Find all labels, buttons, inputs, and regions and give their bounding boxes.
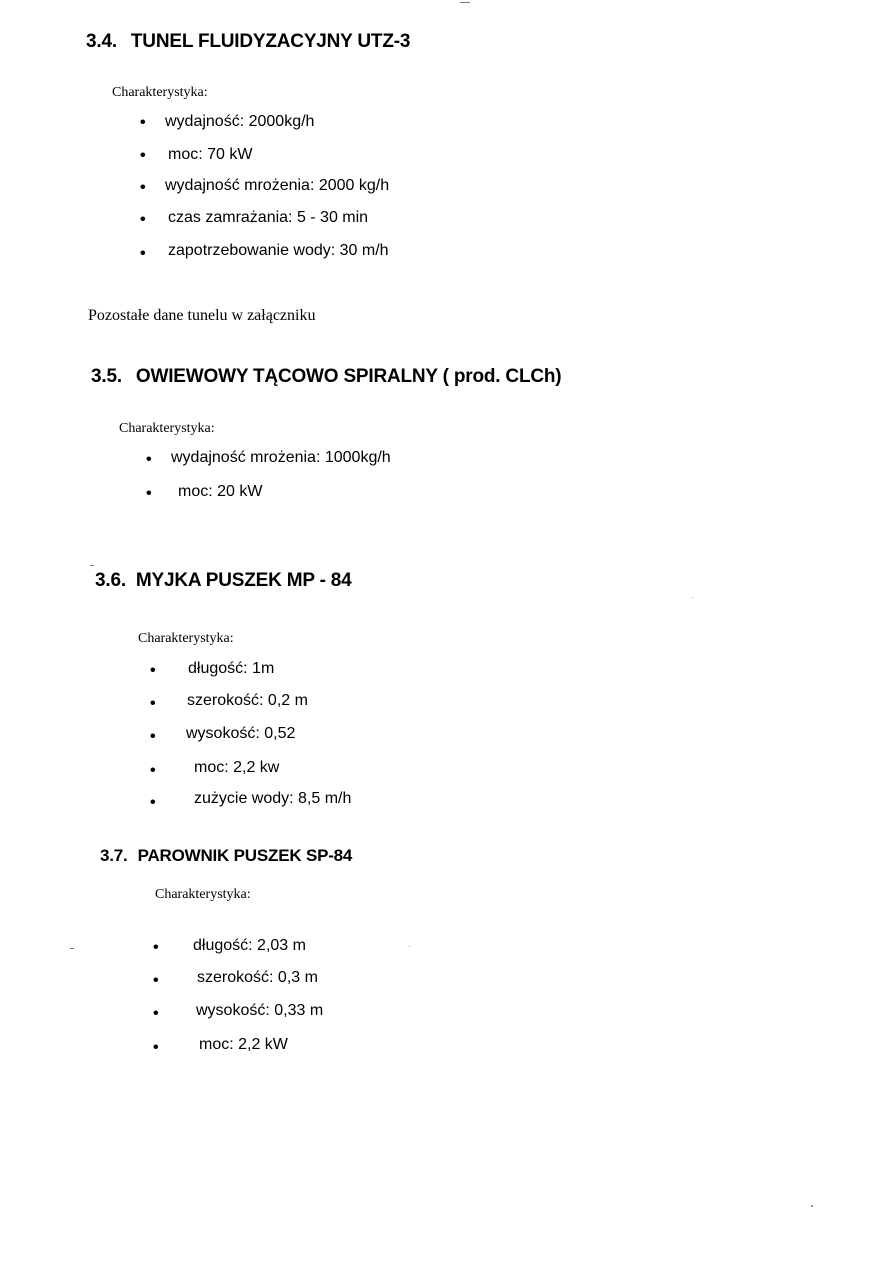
list-item: długość: 2,03 m: [193, 937, 306, 954]
scan-speck: [90, 565, 94, 566]
section-title: MYJKA PUSZEK MP - 84: [135, 570, 352, 591]
section-title: PAROWNIK PUSZEK SP-84: [137, 846, 353, 865]
section-3-7-subtitle: Charakterystyka:: [155, 887, 251, 902]
section-3-5-heading: [91, 366, 561, 388]
section-3-4-heading: [86, 31, 410, 53]
section-3-6-subtitle: Charakterystyka:: [138, 631, 234, 646]
bullet: •: [153, 972, 159, 989]
list-item: szerokość: 0,2 m: [187, 692, 308, 709]
list-item: długość: 1m: [188, 660, 275, 677]
list-item: wysokość: 0,52: [186, 725, 296, 742]
list-item: moc: 2,2 kw: [194, 759, 280, 776]
bullet: •: [140, 114, 146, 131]
scan-speck: [692, 597, 693, 598]
list-item: wydajność mrożenia: 2000 kg/h: [165, 177, 390, 194]
section-3-5-subtitle: Charakterystyka:: [119, 421, 215, 436]
bullet: •: [140, 179, 146, 196]
section-3-4-subtitle: Charakterystyka:: [112, 85, 208, 100]
bullet: •: [150, 695, 156, 712]
section-number: 3.5.: [91, 366, 122, 387]
bullet: •: [140, 245, 146, 262]
bullet: •: [150, 762, 156, 779]
list-item: wydajność mrożenia: 1000kg/h: [171, 449, 391, 466]
section-3-4-note: Pozostałe dane tunelu w załączniku: [88, 307, 316, 324]
scan-speck: [460, 2, 470, 3]
list-item: wysokość: 0,33 m: [196, 1002, 324, 1019]
section-3-7-heading: [100, 846, 352, 866]
bullet: •: [140, 211, 146, 228]
list-item: szerokość: 0,3 m: [197, 969, 318, 986]
list-item: zapotrzebowanie wody: 30 m/h: [168, 242, 389, 259]
bullet: •: [146, 485, 152, 502]
bullet: •: [150, 728, 156, 745]
bullet: •: [146, 451, 152, 468]
bullet: •: [153, 1005, 159, 1022]
bullet: •: [150, 662, 156, 679]
scan-speck: [811, 1205, 813, 1207]
bullet: •: [140, 147, 146, 164]
section-number: 3.6.: [95, 570, 126, 591]
bullet: •: [153, 1039, 159, 1056]
section-3-6-heading: [95, 570, 352, 592]
list-item: moc: 20 kW: [178, 483, 263, 500]
scan-speck: [409, 946, 410, 947]
list-item: moc: 2,2 kW: [199, 1036, 288, 1053]
section-title: TUNEL FLUIDYZACYJNY UTZ-3: [130, 31, 411, 52]
section-number: 3.4.: [86, 31, 117, 52]
bullet: •: [150, 794, 156, 811]
list-item: moc: 70 kW: [168, 146, 253, 163]
list-item: czas zamrażania: 5 - 30 min: [168, 209, 369, 226]
list-item: zużycie wody: 8,5 m/h: [194, 790, 352, 807]
list-item: wydajność: 2000kg/h: [165, 113, 315, 130]
bullet: •: [153, 939, 159, 956]
scan-speck: [70, 948, 74, 949]
section-number: 3.7.: [100, 846, 128, 865]
section-title: OWIEWOWY TĄCOWO SPIRALNY ( prod. CLCh): [135, 366, 562, 387]
